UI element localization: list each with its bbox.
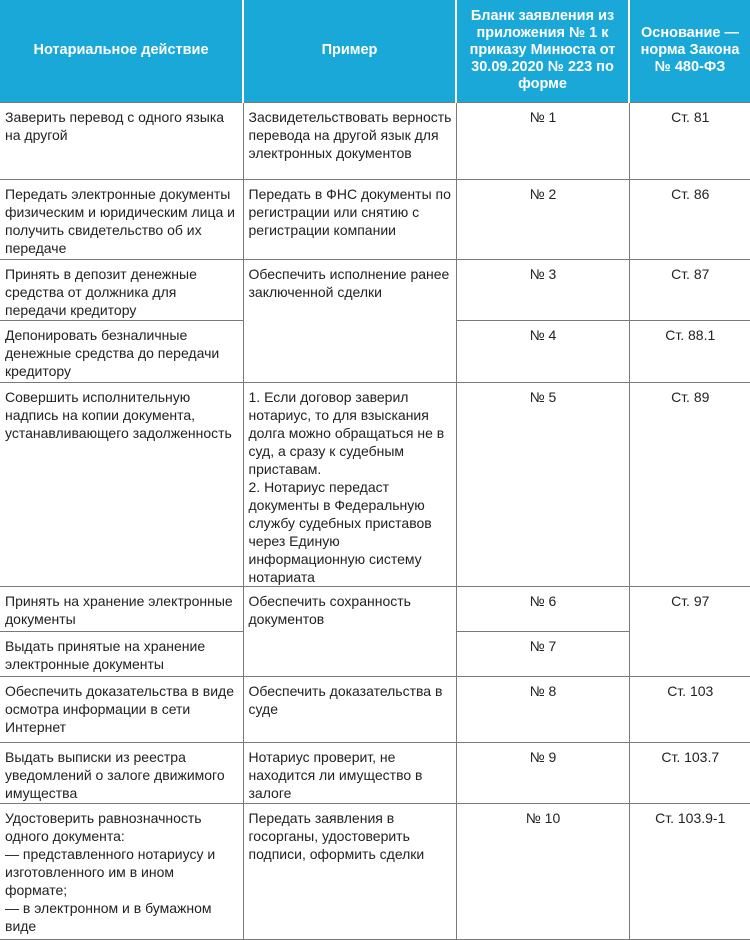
form-cell: № 8	[456, 676, 629, 742]
action-cell: Совершить исполнительную надпись на копии документа, устанавливающего задолженность	[0, 382, 243, 586]
form-cell: № 6	[456, 586, 629, 631]
table-row	[0, 803, 750, 939]
basis-cell: Ст. 103.9-1	[629, 803, 750, 939]
action-cell: Депонировать безналичные денежные средства до передачи кредитору	[0, 320, 243, 382]
form-cell: № 1	[456, 102, 629, 179]
form-cell: № 9	[456, 742, 629, 803]
table-row	[0, 102, 750, 179]
basis-cell: Ст. 81	[629, 102, 750, 179]
example-cell: Передать в ФНС документы по регистрации или снятию с регистрации компании	[243, 179, 456, 259]
table-row	[0, 676, 750, 742]
example-cell: Обеспечить доказательства в суде	[243, 676, 456, 742]
example-cell: Обеспечить сохранность документов	[243, 586, 456, 676]
example-paragraph: 2. Нотариус передаст документы в Федеральную службу судебных приставов через Единую информационную систему нотариата	[248, 478, 432, 585]
example-paragraph: 1. Если договор заверил нотариус, то для взыскания долга можно обращаться не в суд, а сразу к судебным приставам.	[248, 388, 445, 477]
basis-cell: Ст. 103.7	[629, 742, 750, 803]
form-cell: № 2	[456, 179, 629, 259]
basis-cell: Ст. 86	[629, 179, 750, 259]
example-cell: Нотариус проверит, не находится ли имущество в залоге	[243, 742, 456, 803]
example-cell: Обеспечить исполнение ранее заключенной сделки	[243, 259, 456, 382]
table-row	[0, 742, 750, 803]
action-cell: Обеспечить доказательства в виде осмотра информации в сети Интернет	[0, 676, 243, 742]
form-cell: № 4	[456, 320, 629, 382]
action-cell: Принять в депозит денежные средства от должника для передачи кредитору	[0, 259, 243, 320]
action-line: — в электронном и в бумажном виде	[5, 899, 212, 934]
action-line: — представленного нотариусу и изготовленного им в ином формате;	[5, 845, 216, 898]
action-cell: Выдать выписки из реестра уведомлений о залоге движимого имущества	[0, 742, 243, 803]
action-cell: Выдать принятые на хранение электронные документы	[0, 631, 243, 676]
example-cell	[243, 382, 456, 586]
form-cell: № 5	[456, 382, 629, 586]
action-cell: Принять на хранение электронные документы	[0, 586, 243, 631]
action-line: Удостоверить равнозначность одного документа:	[5, 809, 202, 844]
example-cell: Засвидетельствовать верность перевода на другой язык для электронных документов	[243, 102, 456, 179]
basis-cell: Ст. 89	[629, 382, 750, 586]
basis-cell: Ст. 103	[629, 676, 750, 742]
form-cell: № 10	[456, 803, 629, 939]
action-cell: Передать электронные документы физическим и юридическим лица и получить свидетельство об их передаче	[0, 179, 243, 259]
table-row	[0, 586, 750, 631]
header-law-basis: Основание — норма Закона № 480-ФЗ	[629, 0, 750, 102]
header-application-form: Бланк заявления из приложения № 1 к приказу Минюста от 30.09.2020 № 223 по форме	[456, 0, 629, 102]
action-cell: Заверить перевод с одного языка на другой	[0, 102, 243, 179]
table-row	[0, 259, 750, 320]
action-cell	[0, 803, 243, 939]
table-header-row	[0, 0, 750, 102]
form-cell: № 7	[456, 631, 629, 676]
header-notarial-action: Нотариальное действие	[0, 0, 243, 102]
table-row	[0, 179, 750, 259]
basis-cell: Ст. 88.1	[629, 320, 750, 382]
form-cell: № 3	[456, 259, 629, 320]
table-row	[0, 382, 750, 586]
basis-cell: Ст. 97	[629, 586, 750, 676]
example-cell: Передать заявления в госорганы, удостоверить подписи, оформить сделки	[243, 803, 456, 939]
basis-cell: Ст. 87	[629, 259, 750, 320]
header-example: Пример	[243, 0, 456, 102]
